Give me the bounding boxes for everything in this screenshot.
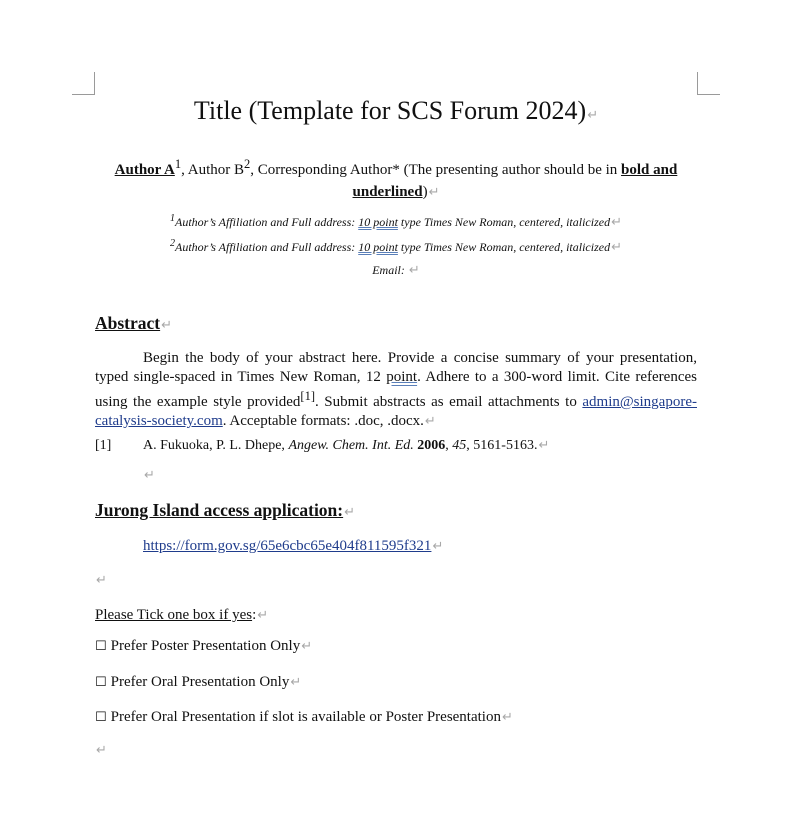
paragraph-mark-icon: ↵ xyxy=(538,438,550,453)
paragraph-mark-icon: ↵ xyxy=(301,639,313,654)
checkbox-icon[interactable]: ☐ xyxy=(95,710,107,725)
paragraph-mark-icon: ↵ xyxy=(611,215,622,230)
jurong-link-line[interactable] xyxy=(143,536,745,557)
paragraph-mark-icon: ↵ xyxy=(408,263,420,278)
abstract-body[interactable]: Begin the body of your abstract here. Provide a concise summary of your presentation, typed single-spaced in Times New Roman, 12 point. Adhere to a 300-word limit. Cite references using the example style provided[1]. Submit abstracts as email attachments to admin@singapore-catalysis-society.com. Acceptable formats: .doc, .docx.↵ xyxy=(95,350,697,429)
abstract-heading[interactable]: Abstract↵ xyxy=(95,313,173,333)
paragraph-mark-icon: ↵ xyxy=(96,573,107,588)
jurong-heading[interactable]: Jurong Island access application:↵ xyxy=(95,500,356,520)
paragraph-mark-icon: ↵ xyxy=(161,318,173,333)
crop-mark-top-right xyxy=(697,72,720,95)
crop-mark-top-left xyxy=(72,72,95,95)
empty-paragraph[interactable] xyxy=(95,571,697,589)
option-oral-only[interactable]: ☐ Prefer Oral Presentation Only↵ xyxy=(95,674,302,690)
option-oral-or-poster[interactable]: ☐ Prefer Oral Presentation if slot is available or Poster Presentation↵ xyxy=(95,709,513,725)
paragraph-mark-icon: ↵ xyxy=(501,710,513,725)
option-poster-only[interactable]: ☐ Prefer Poster Presentation Only↵ xyxy=(95,638,313,654)
empty-paragraph[interactable] xyxy=(95,741,697,759)
checkbox-icon[interactable]: ☐ xyxy=(95,639,107,654)
affiliation-1[interactable]: $^1$Author’s Affiliation and Full address: 10 point type Times New Roman, centered, italicized↵ xyxy=(170,213,622,230)
affiliation-2[interactable]: $^2$Author’s Affiliation and Full address: 10 point type Times New Roman, centered, italicized↵ xyxy=(170,238,622,255)
empty-paragraph[interactable] xyxy=(143,466,745,484)
paragraph-mark-icon: ↵ xyxy=(290,675,302,690)
paragraph-mark-icon: ↵ xyxy=(432,539,444,554)
document-title[interactable]: Title (Template for SCS Forum 2024)↵ xyxy=(193,96,599,125)
paragraph-mark-icon: ↵ xyxy=(257,608,269,623)
email-link[interactable]: admin@singapore-catalysis-society.com xyxy=(95,394,697,429)
author-a: Author A xyxy=(114,162,175,178)
paragraph-mark-icon: ↵ xyxy=(144,468,155,483)
email-line[interactable]: Email: ↵ xyxy=(372,263,420,278)
jurong-form-link[interactable]: https://form.gov.sg/65e6cbc65e404f811595f321 xyxy=(143,538,432,554)
author-line[interactable]: Author $A^1$, Author $B^2$, Corresponding Author* (The presenting author should be in bold and underlined)↵ xyxy=(114,157,678,200)
paragraph-mark-icon: ↵ xyxy=(428,185,440,200)
paragraph-mark-icon: ↵ xyxy=(96,743,107,758)
paragraph-mark-icon: ↵ xyxy=(611,240,622,255)
checkbox-icon[interactable]: ☐ xyxy=(95,675,107,690)
paragraph-mark-icon: ↵ xyxy=(344,505,356,520)
paragraph-mark-icon: ↵ xyxy=(424,414,436,429)
tick-instruction[interactable]: Please Tick one box if yes:↵ xyxy=(95,607,269,623)
paragraph-mark-icon: ↵ xyxy=(587,108,599,123)
reference-1[interactable]: [1] A. Fukuoka, P. L. Dhepe, Angew. Chem. Int. Ed. 2006, 45, 5161-5163.↵ xyxy=(95,438,550,453)
